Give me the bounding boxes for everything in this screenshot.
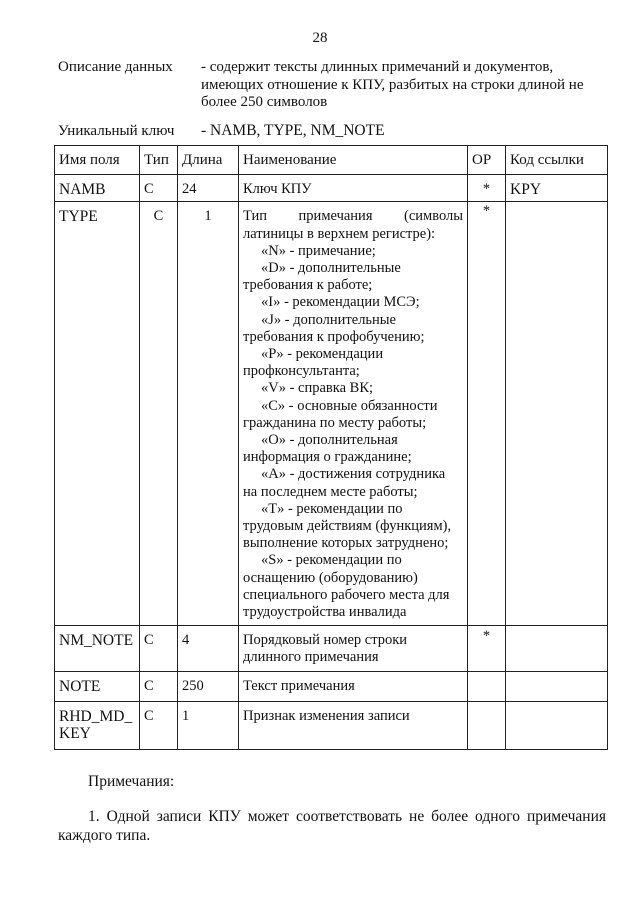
cell-length: 1 xyxy=(178,702,239,750)
cell-field-name: RHD_MD_ KEY xyxy=(55,702,140,750)
table-row xyxy=(55,175,608,202)
list-item: «I» - рекомендации МСЭ; xyxy=(261,294,420,311)
cell-type: C xyxy=(140,626,178,672)
table-row xyxy=(55,626,608,672)
note-item: 1. Одной записи КПУ может соответствовать не более одного примечания каждого типа. xyxy=(58,808,606,844)
cell-length: 1 xyxy=(178,202,239,626)
cell-ref xyxy=(506,626,608,672)
list-item: «S» - рекомендации по оснащению (оборудованию) специального рабочего места для трудоустройства инвалида xyxy=(243,552,450,621)
description-label: Описание данных xyxy=(58,59,173,75)
table-row xyxy=(55,702,608,750)
cell-field-name: NAMB xyxy=(55,175,140,202)
type-intro: Тип примечания (символы латиницы в верхнем регистре): xyxy=(243,208,463,242)
cell-ref xyxy=(506,672,608,702)
cell-type: C xyxy=(140,202,178,626)
cell-length: 250 xyxy=(178,672,239,702)
cell-op: * xyxy=(468,202,506,626)
header-title: Наименование xyxy=(239,146,468,175)
header-field-name: Имя поля xyxy=(55,146,140,175)
list-item: «T» - рекомендации по трудовым действиям (функциям), выполнение которых затруднено; xyxy=(243,500,452,552)
cell-field-name: NM_NOTE xyxy=(55,626,140,672)
cell-op: * xyxy=(468,626,506,672)
cell-op: * xyxy=(468,175,506,202)
cell-title: Порядковый номер строки длинного примечания xyxy=(239,626,468,672)
cell-title xyxy=(239,202,468,626)
unique-key-label: Уникальный ключ xyxy=(58,123,175,139)
page-number: 28 xyxy=(312,30,328,46)
cell-title: Текст примечания xyxy=(239,672,468,702)
list-item: «N» - примечание; xyxy=(261,242,376,259)
cell-ref xyxy=(506,702,608,750)
list-item: «V» - справка ВК; xyxy=(261,380,374,397)
table-row xyxy=(55,202,608,626)
cell-title: Ключ КПУ xyxy=(239,175,468,202)
notes-title: Примечания: xyxy=(88,773,175,790)
list-item: «D» - дополнительные требования к работе; xyxy=(243,260,401,294)
list-item: «J» - дополнительные требования к профобучению; xyxy=(243,311,425,345)
cell-length: 4 xyxy=(178,626,239,672)
header-op: ОР xyxy=(468,146,506,175)
list-item: «P» - рекомендации профконсультанта; xyxy=(243,346,384,380)
cell-length: 24 xyxy=(178,175,239,202)
table-row xyxy=(55,672,608,702)
cell-type: C xyxy=(140,702,178,750)
list-item: «A» - достижения сотрудника на последнем месте работы; xyxy=(243,466,446,500)
cell-op xyxy=(468,702,506,750)
list-item: «C» - основные обязанности гражданина по месту работы; xyxy=(243,397,438,431)
table-header-row xyxy=(55,146,608,175)
description-text: - содержит тексты длинных примечаний и документов, имеющих отношение к КПУ, разбитых на строки длиной не более 250 символов xyxy=(201,59,584,110)
header-ref: Код ссылки xyxy=(506,146,608,175)
cell-ref xyxy=(506,202,608,626)
cell-ref: KPY xyxy=(506,175,608,202)
header-length: Длина xyxy=(178,146,239,175)
header-type: Тип xyxy=(140,146,178,175)
cell-type: C xyxy=(140,175,178,202)
cell-field-name: NOTE xyxy=(55,672,140,702)
list-item: «O» - дополнительная информация о гражданине; xyxy=(243,432,412,466)
cell-title: Признак изменения записи xyxy=(239,702,468,750)
cell-type: C xyxy=(140,672,178,702)
cell-field-name: TYPE xyxy=(55,202,140,626)
unique-key-value: - NAMB, TYPE, NM_NOTE xyxy=(201,122,385,139)
fields-table xyxy=(54,145,608,750)
cell-op xyxy=(468,672,506,702)
